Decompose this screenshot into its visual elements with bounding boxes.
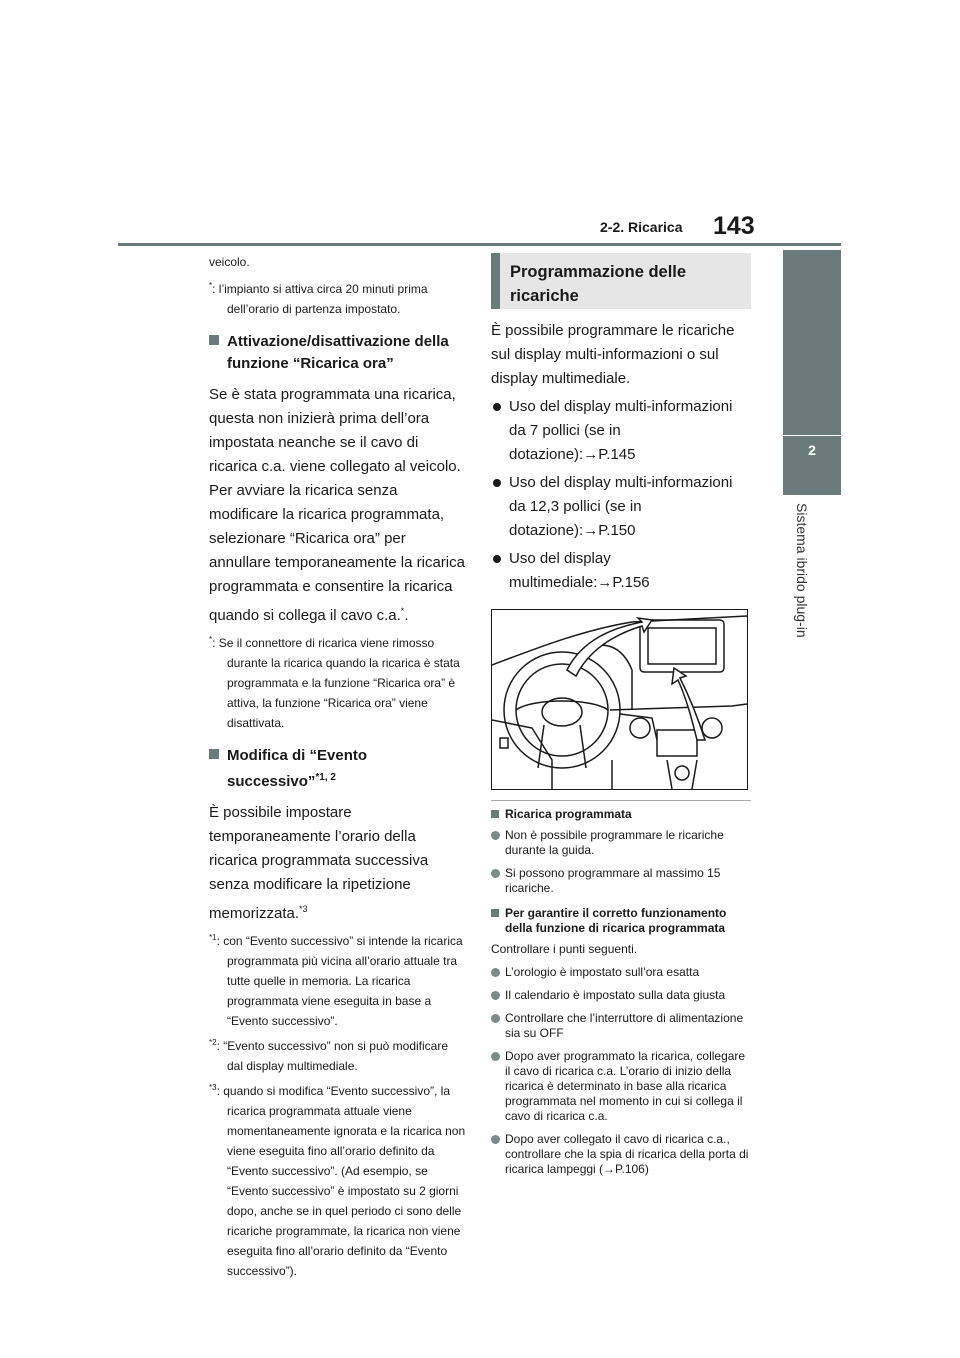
page-number: 143 <box>713 212 755 240</box>
list-item: Dopo aver programmato la ricarica, collegare il cavo di ricarica c.a. L’orario di inizio della ricarica è determinato in base alla ricarica programmata nel momento in cui si collega il cavo di ricarica c.a. <box>491 1049 751 1124</box>
section-title: 2-2. Ricarica <box>600 219 683 235</box>
paragraph: È possibile impostare temporaneamente l’orario della ricarica programmata successiva senza modificare la ripetizione memorizzata.$^{*3}$ <box>209 804 429 922</box>
bullet-dot-icon <box>491 869 500 878</box>
bullet-dot-icon <box>493 403 501 411</box>
header-rule <box>118 243 841 246</box>
subheading: Per garantire il corretto funzionamento della funzione di ricarica programmata <box>491 906 751 936</box>
footnote: $^{*2}$: “Evento successivo” non si può modificare dal display multimediale. <box>209 1038 449 1073</box>
chapter-label-text: Sistema ibrido plug-in <box>794 503 810 638</box>
list-item: Uso del display multi-informazioni da 12,3 pollici (se in dotazione):→P.150 <box>491 471 751 543</box>
footnote: $^{*3}$: quando si modifica “Evento successivo”, la ricarica programmata attuale viene momentaneamente ignorata e la ricarica non viene eseguita fino all’orario definito da “Evento successivo”. (Ad esempio, se “Evento successivo” è impostato su 2 giorni dopo, anche se in quel periodo ci sono delle ricariche programmate, la ricarica non viene eseguita fino all’orario definito da “Evento successivo”). <box>209 1083 466 1278</box>
intro-text: veicolo. <box>209 255 250 269</box>
square-bullet-icon <box>209 749 219 759</box>
list-item: Non è possibile programmare le ricariche durante la guida. <box>491 828 751 858</box>
heading-ricarica-ora: Attivazione/disattivazione della funzione “Ricarica ora” <box>209 331 467 375</box>
list-item: Uso del display multimediale:→P.156 <box>491 547 751 595</box>
list-item: Si possono programmare al massimo 15 ricariche. <box>491 866 751 896</box>
paragraph: Se è stata programmata una ricarica, questa non inizierà prima dell’ora impostata neanche se il cavo di ricarica c.a. viene collegato al veicolo. Per avviare la ricarica senza modificare la ricarica programmata, selezionare “Ricarica ora” per annullare temporaneamente la ricarica programmata e consentire la ricarica quando si collega il cavo c.a.*. <box>209 386 465 624</box>
footnote: *: l’impianto si attiva circa 20 minuti prima dell’orario di partenza impostato. <box>209 281 428 316</box>
paragraph: È possibile programmare le ricariche sul display multi-informazioni o sul display multimediale. <box>491 322 735 387</box>
bullet-dot-icon <box>491 1014 500 1023</box>
chapter-number: 2 <box>783 436 841 495</box>
bullet-dot-icon <box>491 1052 500 1061</box>
divider <box>491 800 751 801</box>
right-column <box>491 253 751 1185</box>
bullet-dot-icon <box>493 479 501 487</box>
footnote: $^{*1}$: con “Evento successivo” si intende la ricarica programmata più vicina all’orario attuale tra tutte quelle in memoria. La ricarica programmata viene eseguita in base a “Evento successivo”. <box>209 933 463 1028</box>
section-box-title: Programmazione delle ricariche <box>491 253 751 309</box>
bullet-dot-icon <box>491 1135 500 1144</box>
square-bullet-icon <box>209 335 219 345</box>
bullet-dot-icon <box>493 555 501 563</box>
left-column <box>209 253 467 1281</box>
list-item: Uso del display multi-informazioni da 7 pollici (se in dotazione):→P.145 <box>491 395 751 467</box>
list-item: Il calendario è impostato sulla data giusta <box>491 988 751 1003</box>
dashboard-drawing-icon <box>492 610 747 789</box>
subheading: Ricarica programmata <box>491 807 751 822</box>
list-item: Controllare che l’interruttore di alimentazione sia su OFF <box>491 1011 751 1041</box>
side-tab-bar <box>783 250 841 435</box>
list-item: Dopo aver collegato il cavo di ricarica c.a., controllare che la spia di ricarica della porta di ricarica lampeggi (→P.106) <box>491 1132 751 1177</box>
chapter-label <box>794 503 818 673</box>
paragraph: Controllare i punti seguenti. <box>491 942 638 956</box>
bullet-dot-icon <box>491 831 500 840</box>
square-bullet-icon <box>491 810 499 818</box>
heading-evento-successivo: Modifica di “Evento successivo”$^{*1, 2}$ <box>209 745 467 793</box>
bullet-dot-icon <box>491 968 500 977</box>
list-item: L’orologio è impostato sull’ora esatta <box>491 965 751 980</box>
footnote: *: Se il connettore di ricarica viene rimosso durante la ricarica quando la ricarica è stata programmata e la funzione “Ricarica ora” è attiva, la funzione “Ricarica ora” viene disattivata. <box>209 635 460 730</box>
dashboard-illustration <box>491 609 748 790</box>
square-bullet-icon <box>491 909 499 917</box>
bullet-dot-icon <box>491 991 500 1000</box>
